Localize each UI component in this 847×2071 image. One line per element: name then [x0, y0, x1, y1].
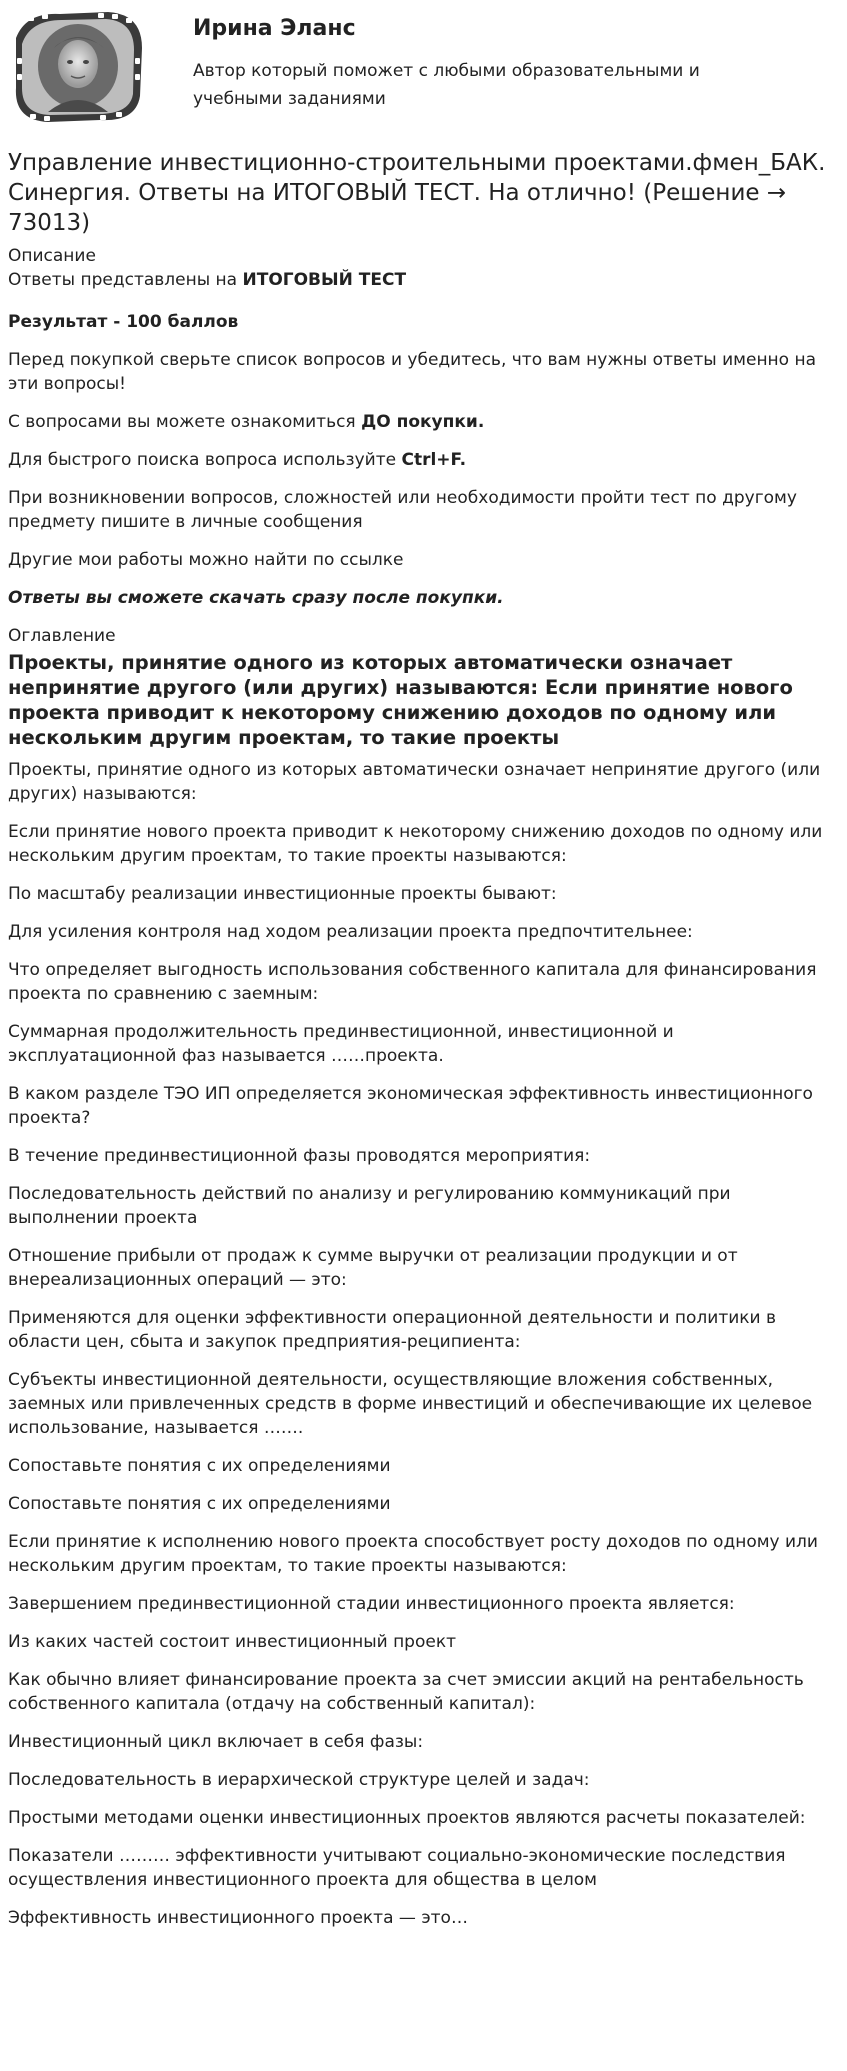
- question-item: Завершением прединвестиционной стадии инвестиционного проекта является:: [8, 1594, 735, 1614]
- question-item: Суммарная продолжительность прединвестиционной, инвестиционной и эксплуатационной фаз называется ……проекта.: [8, 1022, 674, 1066]
- question-item: Как обычно влияет финансирование проекта за счет эмиссии акций на рентабельность собственного капитала (отдачу на собственный капитал):: [8, 1670, 804, 1714]
- preview-prefix: С вопросами вы можете ознакомиться: [8, 412, 362, 432]
- question-item: Сопоставьте понятия с их определениями: [8, 1494, 391, 1514]
- question-item: Последовательность в иерархической структуре целей и задач:: [8, 1770, 590, 1790]
- answers-prefix: Ответы представлены на: [8, 270, 243, 290]
- answers-test-name: ИТОГОВЫЙ ТЕСТ: [242, 270, 407, 290]
- description-search: [8, 448, 839, 472]
- description-other-works[interactable]: Другие мои работы можно найти по ссылке: [8, 550, 404, 570]
- page-title: Управление инвестиционно-строительными проектами.фмен_БАК. Синергия. Ответы на ИТОГОВЫЙ ТЕСТ. На отлично! (Решение → 73013): [8, 150, 826, 236]
- question-item: Инвестиционный цикл включает в себя фазы:: [8, 1732, 424, 1752]
- question-item: Если принятие нового проекта приводит к некоторому снижению доходов по одному или нескольким другим проектам, то такие проекты называются:: [8, 822, 823, 866]
- question-item: Проекты, принятие одного из которых автоматически означает непринятие другого (или других) называются:: [8, 760, 821, 804]
- question-item: В течение прединвестиционной фазы проводятся мероприятия:: [8, 1146, 591, 1166]
- question-item: Эффективность инвестиционного проекта — это…: [8, 1908, 468, 1928]
- author-name[interactable]: Ирина Эланс: [193, 16, 356, 41]
- question-item: Применяются для оценки эффективности операционной деятельности и политики в области цен, сбыта и закупок предприятия-реципиента:: [8, 1308, 777, 1352]
- question-item: В каком разделе ТЭО ИП определяется экономическая эффективность инвестиционного проекта?: [8, 1084, 813, 1128]
- toc-heading: Проекты, принятие одного из которых автоматически означает непринятие другого (или других) называются: Если принятие нового проекта приводит к некоторому снижению доходов по одному или нескольким другим проектам, то такие проекты: [8, 651, 793, 749]
- question-list: [8, 758, 839, 1930]
- avatar[interactable]: [8, 8, 148, 126]
- result-text: Результат - 100 баллов: [8, 312, 239, 332]
- preview-bold: ДО покупки.: [361, 412, 485, 432]
- description-contact: При возникновении вопросов, сложностей или необходимости пройти тест по другому предмету пишите в личные сообщения: [8, 488, 797, 532]
- question-item: Что определяет выгодность использования собственного капитала для финансирования проекта по сравнению с заемным:: [8, 960, 817, 1004]
- search-shortcut: Ctrl+F.: [401, 450, 467, 470]
- author-info: [148, 8, 753, 113]
- download-note: Ответы вы сможете скачать сразу после покупки.: [8, 588, 504, 608]
- description-label: Описание: [8, 246, 96, 266]
- description-download: [8, 586, 839, 610]
- search-prefix: Для быстрого поиска вопроса используйте: [8, 450, 402, 470]
- question-item: Отношение прибыли от продаж к сумме выручки от реализации продукции и от внереализационных операций — это:: [8, 1246, 738, 1290]
- question-item: Последовательность действий по анализу и регулированию коммуникаций при выполнении проекта: [8, 1184, 731, 1228]
- question-item: Простыми методами оценки инвестиционных проектов являются расчеты показателей:: [8, 1808, 806, 1828]
- question-item: Субъекты инвестиционной деятельности, осуществляющие вложения собственных, заемных или привлеченных средств в форме инвестиций и обеспечивающие их целевое использование, называется …….: [8, 1370, 813, 1438]
- author-card: [8, 8, 839, 126]
- author-bio: Автор который поможет с любыми образовательными и учебными заданиями: [193, 61, 700, 109]
- avatar-image: [8, 8, 148, 126]
- question-item: Из каких частей состоит инвестиционный проект: [8, 1632, 457, 1652]
- description-result: [8, 310, 839, 334]
- question-item: Для усиления контроля над ходом реализации проекта предпочтительнее:: [8, 922, 693, 942]
- description-answers: [8, 268, 839, 292]
- question-item: Показатели ……… эффективности учитывают социально-экономические последствия осуществления инвестиционного проекта для общества в целом: [8, 1846, 786, 1890]
- question-item: По масштабу реализации инвестиционные проекты бывают:: [8, 884, 557, 904]
- toc-label: Оглавление: [8, 626, 116, 646]
- description-preview: [8, 410, 839, 434]
- question-item: Если принятие к исполнению нового проекта способствует росту доходов по одному или нескольким другим проектам, то такие проекты называются:: [8, 1532, 818, 1576]
- question-item: Сопоставьте понятия с их определениями: [8, 1456, 391, 1476]
- description-check: Перед покупкой сверьте список вопросов и убедитесь, что вам нужны ответы именно на эти вопросы!: [8, 350, 817, 394]
